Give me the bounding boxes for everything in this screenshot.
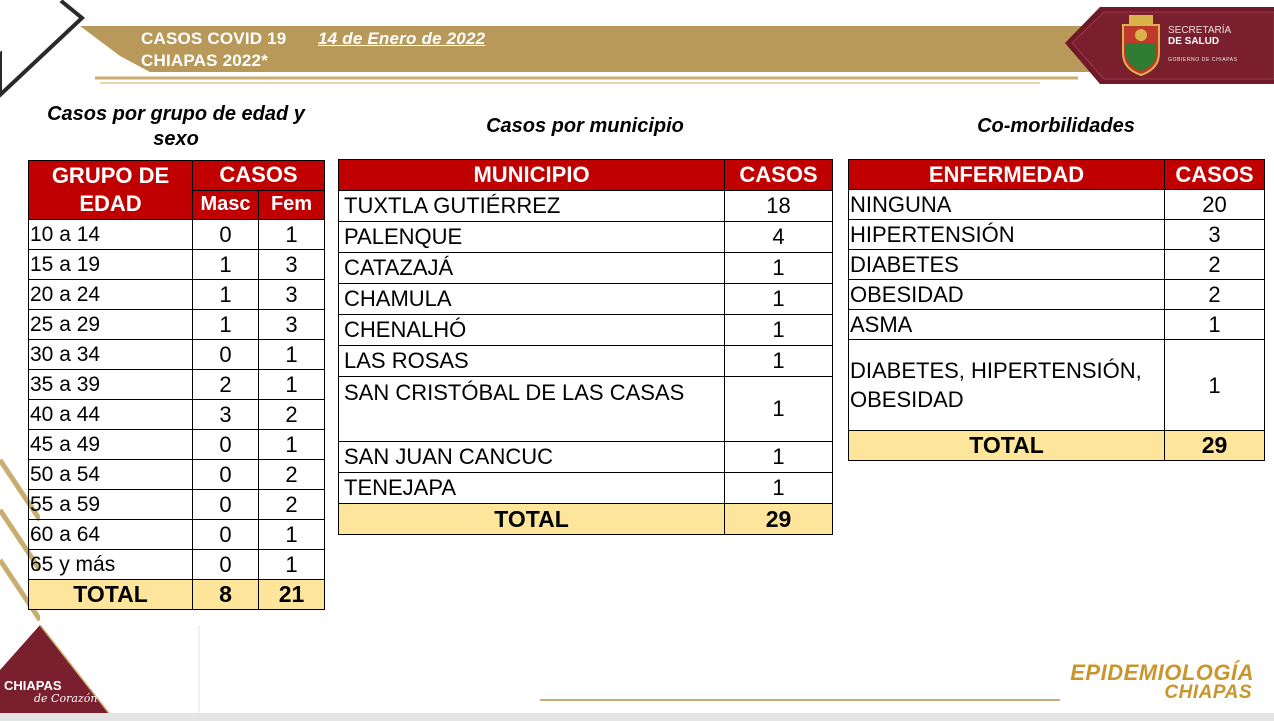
disease-cases-cell: 20 [1165,190,1265,220]
report-date: 14 de Enero de 2022 [318,29,486,48]
fem-cases-cell: 3 [259,280,325,310]
age-group-cell: 25 a 29 [29,310,193,340]
table-row [29,280,325,310]
age-group-cell: 50 a 54 [29,460,193,490]
age-group-cell: 35 a 39 [29,370,193,400]
agency-name-line3: GOBIERNO DE CHIAPAS [1168,57,1238,63]
disease-name-cell: NINGUNA [849,190,1165,220]
masc-cases-cell: 1 [193,250,259,280]
table-row [339,315,833,346]
municipality-name-cell: CHENALHÓ [339,315,725,346]
table-row [29,550,325,580]
age-group-cell: 65 y más [29,550,193,580]
disease-name-cell: OBESIDAD [849,280,1165,310]
municipality-name-cell: SAN CRISTÓBAL DE LAS CASAS [339,377,725,442]
table-row [29,370,325,400]
municipality-name-cell: SAN JUAN CANCUC [339,442,725,473]
municipality-name-cell: CHAMULA [339,284,725,315]
column-header-fem: Fem [259,190,325,220]
table-row [339,222,833,253]
municipality-cases-cell: 4 [725,222,833,253]
footer-left-emblem [0,625,200,721]
table-row [339,346,833,377]
municipality-cases-cell: 1 [725,253,833,284]
age-group-cell: 30 a 34 [29,340,193,370]
table-row [339,253,833,284]
table-row [849,220,1265,250]
masc-cases-cell: 0 [193,460,259,490]
disease-name-cell: DIABETES [849,250,1165,280]
table-row [29,400,325,430]
municipality-name-cell: CATAZAJÁ [339,253,725,284]
table-row [849,340,1265,431]
fem-cases-cell: 3 [259,310,325,340]
comorbidity-total-row [849,431,1265,461]
municipality-table [338,159,833,535]
fem-cases-cell: 2 [259,490,325,520]
table-row [339,473,833,504]
disease-cases-cell: 1 [1165,310,1265,340]
table-row [849,280,1265,310]
disease-cases-cell: 1 [1165,340,1265,431]
total-cases: 29 [1165,431,1265,461]
table-row [339,377,833,442]
table-row [29,340,325,370]
municipality-cases-cell: 1 [725,315,833,346]
age-total-row [29,580,325,610]
fem-cases-cell: 1 [259,520,325,550]
age-group-table [28,160,325,610]
age-section-title: Casos por grupo de edad y sexo [47,103,305,150]
fem-cases-cell: 2 [259,460,325,490]
table-row [29,310,325,340]
disease-cases-cell: 2 [1165,280,1265,310]
agency-name-line1: SECRETARÍA [1168,25,1232,36]
total-label: TOTAL [849,431,1165,461]
masc-cases-cell: 0 [193,220,259,250]
table-row [29,460,325,490]
fem-cases-cell: 3 [259,250,325,280]
municipality-total-row [339,504,833,535]
disease-name-cell: DIABETES, HIPERTENSIÓN, OBESIDAD [849,340,1165,431]
column-header-disease: ENFERMEDAD [849,160,1165,190]
column-header-cases: CASOS [193,161,325,191]
total-cases: 29 [725,504,833,535]
masc-cases-cell: 1 [193,280,259,310]
fem-cases-cell: 1 [259,430,325,460]
fem-cases-cell: 1 [259,340,325,370]
table-row [339,191,833,222]
masc-cases-cell: 0 [193,340,259,370]
column-header-age-group: GRUPO DE EDAD [29,161,193,220]
age-group-cell: 55 a 59 [29,490,193,520]
fem-cases-cell: 1 [259,220,325,250]
fem-cases-cell: 1 [259,370,325,400]
fem-cases-cell: 1 [259,550,325,580]
municipality-section-title: Casos por municipio [486,115,684,137]
table-row [849,250,1265,280]
agency-name-line2: DE SALUD [1168,36,1220,47]
table-row [339,284,833,315]
table-row [29,520,325,550]
disease-cases-cell: 3 [1165,220,1265,250]
table-row [29,430,325,460]
table-row [29,250,325,280]
fem-cases-cell: 2 [259,400,325,430]
masc-cases-cell: 0 [193,520,259,550]
column-header-cases: CASOS [725,160,833,191]
municipality-name-cell: LAS ROSAS [339,346,725,377]
total-label: TOTAL [29,580,193,610]
masc-cases-cell: 0 [193,490,259,520]
municipality-name-cell: PALENQUE [339,222,725,253]
disease-name-cell: ASMA [849,310,1165,340]
table-row [339,442,833,473]
masc-cases-cell: 0 [193,430,259,460]
epidemiologia-logo-sub: CHIAPAS [1164,682,1252,703]
masc-cases-cell: 0 [193,550,259,580]
age-group-cell: 60 a 64 [29,520,193,550]
header-banner [0,0,1274,100]
age-group-cell: 15 a 19 [29,250,193,280]
table-row [849,190,1265,220]
report-title: CASOS COVID 19 [141,29,287,48]
column-header-masc: Masc [193,190,259,220]
table-row [29,220,325,250]
age-group-cell: 20 a 24 [29,280,193,310]
age-group-cell: 10 a 14 [29,220,193,250]
masc-cases-cell: 2 [193,370,259,400]
municipality-cases-cell: 1 [725,284,833,315]
chiapas-logo-text: CHIAPAS [4,678,62,693]
report-region: CHIAPAS 2022* [141,51,269,70]
comorbidity-section-title: Co-morbilidades [977,115,1135,137]
municipality-cases-cell: 18 [725,191,833,222]
age-group-cell: 40 a 44 [29,400,193,430]
municipality-cases-cell: 1 [725,442,833,473]
footer-strip [0,713,1274,721]
footer-divider [540,697,1060,703]
total-masc: 8 [193,580,259,610]
municipality-cases-cell: 1 [725,473,833,504]
municipality-cases-cell: 1 [725,346,833,377]
comorbidity-table [848,159,1265,461]
masc-cases-cell: 1 [193,310,259,340]
total-fem: 21 [259,580,325,610]
column-header-municipality: MUNICIPIO [339,160,725,191]
table-row [849,310,1265,340]
age-group-cell: 45 a 49 [29,430,193,460]
municipality-name-cell: TUXTLA GUTIÉRREZ [339,191,725,222]
column-header-cases: CASOS [1165,160,1265,190]
table-row [29,490,325,520]
coat-of-arms-icon [1118,13,1164,77]
municipality-name-cell: TENEJAPA [339,473,725,504]
epidemiologia-logo: EPIDEMIOLOGÍA [1070,660,1254,685]
total-label: TOTAL [339,504,725,535]
disease-cases-cell: 2 [1165,250,1265,280]
disease-name-cell: HIPERTENSIÓN [849,220,1165,250]
chiapas-logo-tagline: de Corazón [34,692,98,705]
masc-cases-cell: 3 [193,400,259,430]
municipality-cases-cell: 1 [725,377,833,442]
